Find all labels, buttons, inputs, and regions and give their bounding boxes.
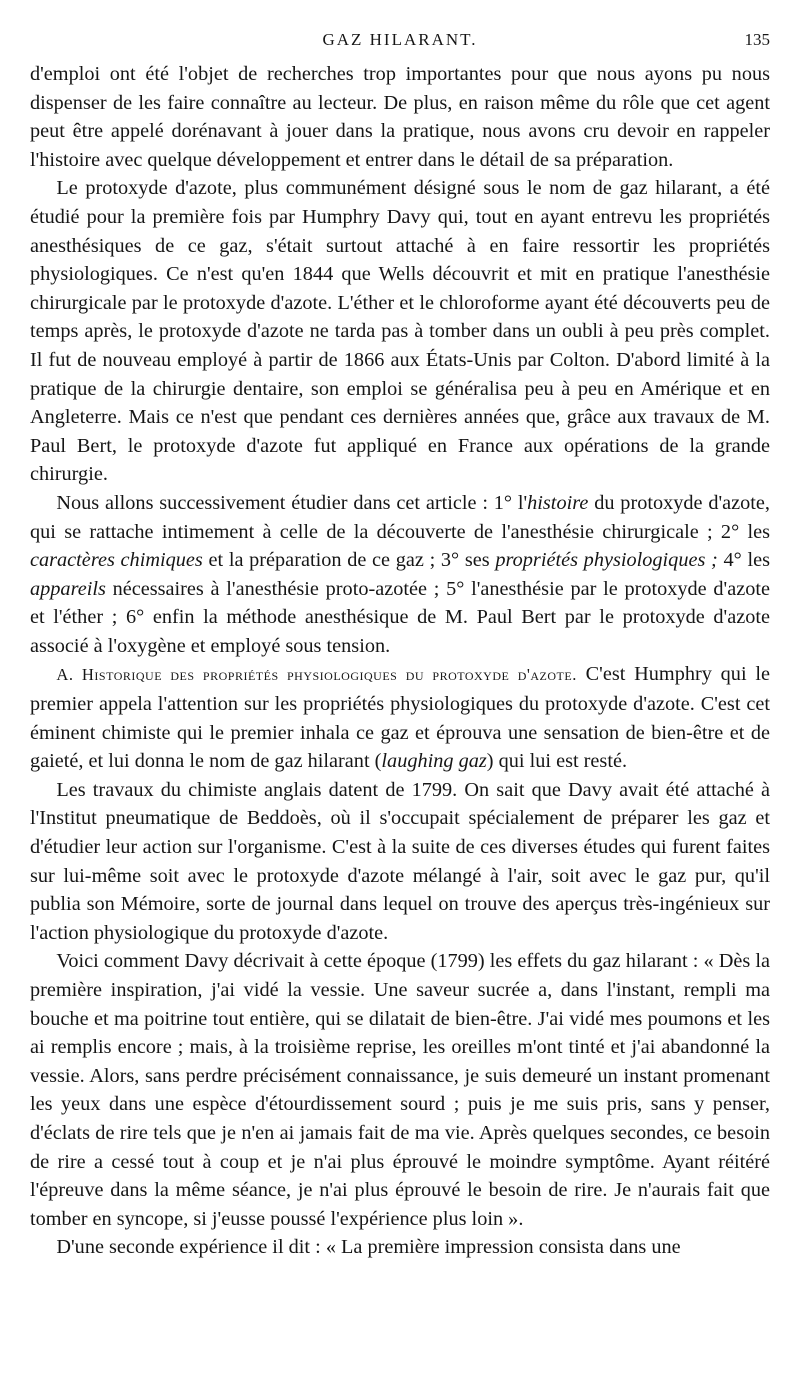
- plan-text: Nous allons successivement étudier dans cet article : 1° l': [56, 491, 528, 514]
- paragraph-continued: d'emploi ont été l'objet de recherches trop importantes pour que nous ayons pu nous dispenser de les faire connaître au lecteur. De plus, en raison même du rôle que cet agent peut être appelé dorénavant à jouer dans la pratique, nous avons cru devoir en rappeler l'histoire avec quelque développement et entrer dans le détail de sa préparation.: [30, 63, 770, 171]
- plan-italic-appareils: appareils: [30, 577, 106, 600]
- book-page: [30, 30, 770, 1262]
- section-heading: A. Historique des propriétés physiologiques du protoxyde d'azote.: [56, 665, 577, 685]
- paragraph-article-plan: [30, 489, 770, 661]
- plan-text: 4° les: [717, 549, 770, 572]
- page-number: 135: [744, 30, 770, 49]
- page-header: [30, 30, 770, 60]
- section-text: C'est Humphry qui le premier appela l'attention sur les propriétés physiologiques du protoxyde d'azote. C'est cet éminent chimiste qui le premier inhala ce gaz et éprouva une sensation de bien-être et de gaieté, et lui donna le nom de gaz hilarant (: [30, 663, 770, 773]
- paragraph-second-experiment: D'une seconde expérience il dit : « La première impression consista dans une: [56, 1236, 681, 1259]
- paragraph-davy-works: Les travaux du chimiste anglais datent de 1799. On sait que Davy avait été attaché à l'Institut pneumatique de Beddoès, où il s'occupait spécialement de préparer les gaz et d'étudier leur action sur l'organisme. C'est à la suite de ces diverses études qui furent faites sur lui-même soit avec le protoxyde d'azote mélangé à l'air, soit avec le gaz pur, qu'il publia son Mémoire, sorte de journal dans lequel on trouve des aperçus très-ingénieux sur l'action physiologique du protoxyde d'azote.: [30, 778, 770, 944]
- section-italic-laughing-gaz: laughing gaz: [381, 750, 487, 773]
- paragraph-section-a: [30, 660, 770, 775]
- paragraph-introduction: Le protoxyde d'azote, plus communément désigné sous le nom de gaz hilarant, a été étudié pour la première fois par Humphry Davy qui, tout en ayant entrevu les propriétés anesthésiques de ce gaz, s'était surtout attaché à en faire ressortir les propriétés physiologiques. Ce n'est qu'en 1844 que Wells découvrit et mit en pratique l'anesthésie chirurgicale par le protoxyde d'azote. L'éther et le chloroforme ayant été découverts peu de temps après, le protoxyde d'azote ne tarda pas à tomber dans un oubli à peu près complet. Il fut de nouveau employé à partir de 1866 aux États-Unis par Colton. D'abord limité à la pratique de la chirurgie dentaire, son emploi se généralisa peu à peu en Amérique et en Angleterre. Mais ce n'est que pendant ces dernières années que, grâce aux travaux de M. Paul Bert, le protoxyde d'azote fut appliqué en France aux opérations de la grande chirurgie.: [30, 177, 770, 486]
- plan-italic-caracteres: caractères chimiques: [30, 549, 203, 572]
- plan-italic-proprietes: propriétés physiologiques ;: [495, 549, 718, 572]
- section-text: ) qui lui est resté.: [486, 750, 628, 773]
- running-title: GAZ HILARANT.: [322, 30, 478, 49]
- plan-text: nécessaires à l'anesthésie proto-azotée ; 5° l'anesthésie par le protoxyde d'azote et l'éther ; 6° enfin la méthode anesthésique de M. Paul Bert par le protoxyde d'azote associé à l'oxygène et employé sous tension.: [30, 577, 770, 657]
- paragraph-davy-quote: Voici comment Davy décrivait à cette époque (1799) les effets du gaz hilarant : « Dès la première inspiration, j'ai vidé la vessie. Une saveur sucrée a, dans l'instant, rempli ma bouche et ma poitrine tout entière, qui se dilatait de bien-être. J'ai vidé mes poumons et les ai remplis encore ; mais, à la troisième reprise, les oreilles m'ont tinté et j'ai abandonné la vessie. Alors, sans perdre précisément connaissance, je suis demeuré un instant promenant les yeux dans une espèce d'étourdissement sourd ; puis je me suis pris, sans y penser, d'éclats de rire tels que je n'en ai jamais fait de ma vie. Après quelques secondes, ce besoin de rire a cessé tout à coup et je n'ai plus éprouvé le moindre symptôme. Ayant réitéré l'épreuve dans la même séance, je n'ai plus éprouvé le besoin de rire. Je n'aurais fait que tomber en syncope, si j'eusse poussé l'expérience plus loin ».: [30, 950, 770, 1230]
- plan-text: du protoxyde d'azote, qui se rattache intimement à celle de la découverte de l'anesthésie chirurgicale ; 2° les: [30, 491, 770, 543]
- body-text: [30, 60, 770, 1262]
- plan-text: et la préparation de ce gaz ; 3° ses: [202, 549, 496, 572]
- plan-italic-histoire: histoire: [527, 491, 589, 514]
